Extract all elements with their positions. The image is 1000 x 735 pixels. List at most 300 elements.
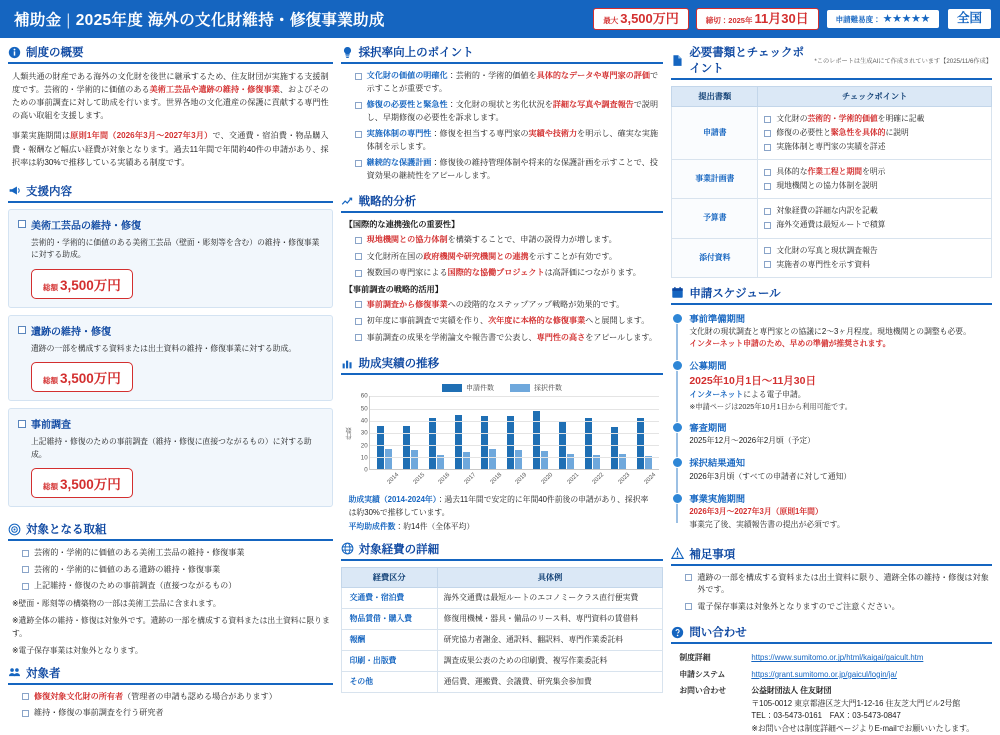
point-2-a: ：文化財の現状と劣化状況を <box>447 100 553 110</box>
strategy-1-1-highlight: 現地機関との協力体制 <box>366 235 448 245</box>
badge-deadline <box>696 8 819 30</box>
x-tick-2014: 2014 <box>386 472 401 487</box>
check-list <box>764 113 985 153</box>
badge-region-value: 全国 <box>956 11 982 26</box>
checkbox-icon <box>22 710 29 717</box>
section-chart-title: 助成実績の推移 <box>358 358 440 371</box>
list-item <box>355 157 664 182</box>
point-1 <box>367 70 664 95</box>
section-strategy <box>341 193 664 348</box>
list-item <box>355 332 664 345</box>
chart-caption-2-rest: ：約14件（全体平均） <box>395 522 475 532</box>
checkbox-icon <box>764 222 771 229</box>
list-item <box>355 267 664 280</box>
checkbox-icon <box>685 603 692 610</box>
document-key-4: 添付資料 <box>672 238 758 277</box>
timeline-item-2-method-rest: による電子申請。 <box>743 389 806 399</box>
contact-org-note: ※お問い合せは制度詳細ページよりE-mailでお願いいたします。 <box>751 723 975 733</box>
gridline <box>370 433 660 434</box>
bar-申請件数-2022 <box>585 418 592 469</box>
chart-ylabel: 件数 <box>345 427 353 440</box>
support-card-2-amount-value: 3,500万円 <box>60 371 121 387</box>
badge-difficulty-label: 申請難易度： <box>835 14 881 24</box>
expense-val-3: 研究協力者謝金、通訳料、翻訳料、専門作業委託料 <box>437 630 663 651</box>
table-row <box>341 608 663 629</box>
doc-4-1: 文化財の写真と現状調査報告 <box>776 245 878 255</box>
check-list <box>764 245 985 271</box>
column-left <box>8 44 333 718</box>
doc-4-2: 実施者の専門性を示す資料 <box>776 259 870 269</box>
page-title: 補助金 | 2025年度 海外の文化財維持・修復事業助成 <box>14 12 385 29</box>
calendar-icon <box>671 286 684 299</box>
checkbox-icon <box>355 131 362 138</box>
section-schedule-title: 申請スケジュール <box>689 287 781 300</box>
doc-1-1-hl: 芸術的・学術的価値 <box>807 114 878 123</box>
checkbox-icon <box>764 208 771 215</box>
doc-1-1-pre: 文化財の <box>776 114 808 123</box>
section-expenses-header <box>341 541 664 561</box>
checkbox-icon <box>22 566 29 573</box>
header-badges <box>593 8 992 30</box>
section-supplement-title: 補足事項 <box>689 548 736 561</box>
support-card-2-title-row <box>18 323 323 338</box>
contact-org-block <box>751 685 988 735</box>
section-schedule <box>671 285 992 539</box>
point-3 <box>367 128 664 153</box>
y-tick-0: 0 <box>364 466 368 474</box>
document-key-1: 申請書 <box>672 107 758 160</box>
ai-generation-note: *このレポートは生成AIにて作成されています【2025/11/6作成】 <box>814 57 992 65</box>
bar-申請件数-2024 <box>637 418 644 469</box>
support-card-1-amount-label: 総額 <box>43 282 58 292</box>
contact-link-program[interactable]: https://www.sumitomo.or.jp/html/kaigai/gaicult.htm <box>751 653 924 663</box>
doc-1-3: 実施体制と専門家の実績を詳述 <box>776 142 886 152</box>
strategy-1-3-pre: 複数国の専門家による <box>366 268 448 278</box>
page-header <box>0 0 1000 38</box>
gridline <box>370 457 660 458</box>
list-item <box>355 234 664 247</box>
gridline <box>370 396 660 397</box>
list-item <box>685 572 992 597</box>
bar-申請件数-2017 <box>455 415 462 470</box>
list-item <box>355 99 664 124</box>
eligible-list <box>8 691 333 720</box>
checkbox-icon <box>764 116 771 123</box>
x-tick-2021: 2021 <box>566 472 581 487</box>
check-list <box>764 166 985 192</box>
support-card-3-amount-value: 3,500万円 <box>60 477 121 493</box>
timeline-item-5 <box>689 491 992 531</box>
checkbox-icon <box>764 261 771 268</box>
badge-region <box>947 8 992 30</box>
target-project-2: 芸術的・学術的に価値のある遺跡の維持・修復事業 <box>34 564 221 574</box>
strategy-group-1-list <box>341 234 664 280</box>
grant-history-chart <box>341 381 664 533</box>
column-middle <box>341 44 664 702</box>
expenses-col-category: 経費区分 <box>341 567 437 587</box>
list-item <box>764 219 985 231</box>
section-documents-title: 必要書類とチェックポイント <box>689 47 804 75</box>
x-tick-2016: 2016 <box>437 472 452 487</box>
timeline-item-1 <box>689 311 992 351</box>
chart-legend <box>345 383 660 393</box>
strategy-2-2-pre: 初年度に事前調査で実績を作り、 <box>366 316 489 326</box>
document-checks-1 <box>758 107 992 160</box>
strategy-2-3 <box>367 332 664 345</box>
legend-swatch-approvals <box>510 384 530 392</box>
target-projects-list <box>8 547 333 593</box>
target-projects-note-2: ※遺跡全体の維持・修復は対象外です。遺跡の一部を構成する資料または出土資料に限ります。 <box>12 616 330 638</box>
expense-key-3: 報酬 <box>341 630 437 651</box>
header-main-title: 2025年度 海外の文化財維持・修復事業助成 <box>75 12 385 29</box>
timeline-item-1-red: インターネット申請のため、早めの準備が推奨されます。 <box>689 339 891 349</box>
section-target-projects <box>8 521 333 657</box>
support-card-3-title-row <box>18 416 323 431</box>
column-right <box>671 44 992 733</box>
schedule-timeline <box>671 311 992 531</box>
doc-2-1-pre: 具体的な <box>776 167 808 177</box>
timeline-item-2-period: 2025年10月1日〜11月30日 <box>689 374 816 387</box>
lightbulb-icon <box>341 46 354 59</box>
table-row <box>341 651 663 672</box>
expense-key-5: その他 <box>341 672 437 693</box>
list-item <box>22 580 333 593</box>
timeline-item-3-title: 審査期間 <box>689 422 727 433</box>
x-tick-2018: 2018 <box>489 472 503 487</box>
overview-p1-highlight: 美術工芸品や遺跡の維持・修復事業 <box>149 85 280 95</box>
chart-caption-2-lead: 平均助成件数 <box>348 522 396 532</box>
x-tick-2023: 2023 <box>617 472 632 487</box>
list-item <box>764 180 985 192</box>
section-eligible-title: 対象者 <box>26 667 61 680</box>
timeline-item-3 <box>689 420 992 448</box>
target-projects-note-1: ※壁面・彫刻等の構築物の一部は美術工芸品に含まれます。 <box>12 598 221 608</box>
overview-p1-a: 人類共通の財産である海外の文化財を後世に継承するため、住友財団が実施する支援制度です。芸術的・学術的に価値のある <box>12 72 329 95</box>
badge-difficulty-stars: ★★★★★ <box>882 12 930 25</box>
expense-key-2: 物品賃借・購入費 <box>341 608 437 629</box>
x-tick-2015: 2015 <box>412 472 426 487</box>
eligible-item-1 <box>34 691 333 704</box>
target-project-1: 芸術的・学術的に価値のある美術工芸品の維持・修復事業 <box>34 548 245 558</box>
chart-line-icon <box>341 195 354 208</box>
section-points <box>341 44 664 186</box>
checkbox-icon <box>764 247 771 254</box>
timeline-item-2-title: 公募期間 <box>689 361 727 372</box>
support-card-2-amount-label: 総額 <box>43 376 58 386</box>
legend-label-applications: 申請件数 <box>465 385 494 393</box>
support-card-2-desc: 遺跡の一部を構成する資料または出土資料の維持・修復事業に対する助成。 <box>31 343 297 353</box>
bar-申請件数-2018 <box>481 416 488 470</box>
support-card-1-amount-value: 3,500万円 <box>60 277 121 293</box>
section-contact-title: 問い合わせ <box>689 627 747 640</box>
document-key-2: 事業計画書 <box>672 160 758 199</box>
list-item <box>355 299 664 312</box>
list-item <box>355 315 664 328</box>
supplement-list <box>671 572 992 614</box>
document-icon <box>671 54 684 67</box>
strategy-1-1 <box>367 234 664 247</box>
support-card-2-title: 遺跡の維持・修復 <box>31 326 111 338</box>
y-tick-60: 60 <box>360 392 368 400</box>
table-header-row <box>672 87 992 107</box>
chart-plot <box>345 392 660 474</box>
contact-link-system[interactable]: https://grant.sumitomo.or.jp/gaicul/login/ja/ <box>751 669 897 679</box>
support-card-2-amount <box>31 362 133 392</box>
checkbox-icon <box>355 102 362 109</box>
expense-val-4: 調査成果公表のための印刷費、複写作業委託料 <box>437 651 663 672</box>
globe-icon <box>341 542 354 555</box>
badge-difficulty <box>826 9 940 29</box>
strategy-2-3-highlight: 専門性の高さ <box>536 332 586 342</box>
strategy-1-3-highlight: 国際的な協働プロジェクト <box>447 268 545 278</box>
expense-val-1: 海外交通費は最短ルートのエコノミークラス直行便実費 <box>437 587 663 608</box>
eligible-item-1-rest: （管理者の申請も認める場合があります） <box>123 691 277 701</box>
support-card-1-title-row <box>18 217 323 232</box>
legend-item-applications <box>442 383 494 393</box>
timeline-item-2-method <box>689 389 992 401</box>
checkbox-icon <box>355 318 362 325</box>
body-columns <box>0 38 1000 733</box>
section-support <box>8 183 333 514</box>
overview-p2-b: で、交通費・宿泊費・物品購入費・報酬など幅広い経費が対象となります。過去11年間で年間約40件の申請があり、採択率は約30%で推移している実績ある制度です。 <box>12 131 329 167</box>
checkbox-icon <box>18 326 26 334</box>
point-2-highlight: 詳細な写真や調査報告 <box>552 100 634 110</box>
list-item <box>22 691 333 704</box>
legend-label-approvals: 採択件数 <box>533 385 562 393</box>
strategy-1-2-pre: 文化財所在国の <box>366 251 424 261</box>
gridline <box>370 445 660 446</box>
table-row <box>341 630 663 651</box>
bar-申請件数-2019 <box>507 416 514 470</box>
strategy-1-3-rest: は高評価につながります。 <box>544 268 641 278</box>
support-card-2 <box>8 315 333 401</box>
checkbox-icon <box>685 574 692 581</box>
checkbox-icon <box>355 301 362 308</box>
section-expenses-title: 対象経費の詳細 <box>358 543 440 556</box>
timeline-item-2-method-lead: インターネット <box>689 389 744 399</box>
overview-p2-highlight: 原則1年間（2026年3月〜2027年3月） <box>70 131 213 141</box>
y-tick-20: 20 <box>360 442 368 450</box>
list-item <box>355 70 664 95</box>
chart-x-axis <box>373 470 660 492</box>
legend-swatch-applications <box>442 384 462 392</box>
list-item <box>764 259 985 271</box>
point-1-a: ：芸術的・学術的価値を <box>447 71 537 80</box>
section-overview <box>8 44 333 176</box>
checkbox-icon <box>355 270 362 277</box>
checkbox-icon <box>22 583 29 590</box>
section-chart-header <box>341 355 664 375</box>
strategy-2-2-rest: へと展開します。 <box>585 316 650 326</box>
doc-2-1-hl: 作業工程と期間 <box>807 167 863 177</box>
table-row <box>672 199 992 238</box>
checkbox-icon <box>355 160 362 167</box>
section-overview-header <box>8 44 333 64</box>
table-row <box>672 160 992 199</box>
expense-key-1: 交通費・宿泊費 <box>341 587 437 608</box>
target-icon <box>8 523 21 536</box>
section-strategy-title: 戦略的分析 <box>358 196 417 209</box>
support-card-1-desc: 芸術的・学術的に価値のある美術工芸品（壁面・彫刻等を含む）の維持・修復事業に対する助成。 <box>31 237 320 260</box>
x-tick-2017: 2017 <box>463 472 478 487</box>
supplement-item-2: 電子保存事業は対象外となりますのでご注意ください。 <box>697 601 900 611</box>
timeline-item-5-line: 事業完了後、実績報告書の提出が必須です。 <box>689 519 845 529</box>
section-overview-title: 制度の概要 <box>26 47 84 59</box>
contact-org-name: 公益財団法人 住友財団 <box>751 686 832 696</box>
contact-key-org: お問い合わせ <box>679 686 727 696</box>
section-points-title: 採択率向上のポイント <box>358 47 474 59</box>
support-card-3 <box>8 408 333 507</box>
timeline-item-4-line: 2026年3月頃（すべての申請者に対して通知） <box>689 471 852 481</box>
expenses-table <box>341 567 664 693</box>
point-2 <box>367 99 664 124</box>
chart-caption-1 <box>345 494 660 519</box>
bar-chart-icon <box>341 357 354 370</box>
list-item <box>764 205 985 217</box>
section-documents <box>671 44 992 278</box>
point-3-a: ：修復を担当する専門家の <box>431 129 529 139</box>
section-contact <box>671 624 992 735</box>
section-schedule-header <box>671 285 992 305</box>
doc-2-2: 現地機関との協力体制を説明 <box>776 181 878 191</box>
point-1-b: で示すことが重要です。 <box>366 71 659 93</box>
timeline-item-4 <box>689 455 992 483</box>
strategy-1-1-rest: を構築することで、申請の説得力が増します。 <box>447 235 617 245</box>
list-item <box>355 251 664 264</box>
checkbox-icon <box>18 220 26 228</box>
header-category: 補助金 <box>14 12 62 29</box>
section-documents-header <box>671 44 992 80</box>
strategy-1-2-rest: を示すことが有効です。 <box>528 251 617 261</box>
documents-col-check: チェックポイント <box>758 87 992 107</box>
y-tick-40: 40 <box>360 417 368 425</box>
question-icon <box>671 626 684 639</box>
bar-採択件数-2014 <box>385 449 392 470</box>
bar-採択件数-2023 <box>619 454 626 470</box>
check-list <box>764 205 985 231</box>
table-row <box>341 672 663 693</box>
point-4-lead: 継続的な保護計画 <box>366 158 432 168</box>
point-4 <box>367 157 664 182</box>
gridline <box>370 421 660 422</box>
doc-1-2-hl: 緊急性を具体的 <box>830 128 886 138</box>
badge-max-amount-value: 3,500万円 <box>620 10 679 26</box>
strategy-group-1-title: 【国際的な連携強化の重要性】 <box>344 220 460 230</box>
contact-row-system <box>679 669 988 681</box>
bar-採択件数-2018 <box>489 449 496 470</box>
x-tick-2024: 2024 <box>643 472 658 487</box>
x-tick-2022: 2022 <box>592 472 606 487</box>
point-4-a: ：修復後の維持管理体制や将来的な保護計画を示すことで、投資効果の継続性をアピールします。 <box>366 158 658 180</box>
documents-table <box>671 86 992 278</box>
timeline-item-1-line: 文化財の現状調査と専門家との協議に2〜3ヶ月程度。現地機関との調整も必要。 <box>689 327 971 337</box>
support-card-3-amount <box>31 468 133 498</box>
timeline-item-2 <box>689 358 992 411</box>
chart-caption-1-lead: 助成実績（2014-2024年） <box>348 495 437 505</box>
section-support-header <box>8 183 333 203</box>
checkbox-icon <box>764 169 771 176</box>
point-1-lead: 文化財の価値の明確化 <box>366 71 448 80</box>
x-tick-2019: 2019 <box>514 472 529 487</box>
timeline-item-5-red: 2026年3月〜2027年3月（原則1年間） <box>689 507 823 517</box>
list-item <box>22 707 333 720</box>
checkbox-icon <box>355 334 362 341</box>
doc-2-1-post: を明示 <box>862 167 886 177</box>
strategy-2-3-pre: 事前調査の成果を学術論文や報告書で公表し、 <box>366 332 537 342</box>
strategy-group-2-title: 【事前調査の戦略的活用】 <box>344 284 443 294</box>
contact-key-program: 制度詳細 <box>679 653 711 663</box>
strategy-2-2-highlight: 次年度に本格的な修復事業 <box>488 316 586 326</box>
list-item <box>764 166 985 178</box>
chart-caption-1-rest: ：過去11年間で安定的に年間40件前後の申請があり、採択率は約30%で推移しています。 <box>348 495 649 517</box>
chart-caption-2 <box>345 521 660 533</box>
table-header-row <box>341 567 663 587</box>
expenses-col-example: 具体例 <box>437 567 663 587</box>
points-list <box>341 70 664 182</box>
gridline <box>370 409 660 410</box>
list-item <box>764 113 985 125</box>
list-item <box>355 128 664 153</box>
strategy-2-2 <box>367 315 664 328</box>
support-card-3-title: 事前調査 <box>31 420 71 432</box>
badge-max-amount <box>593 8 689 30</box>
warning-icon <box>671 547 684 560</box>
doc-1-1-post: を明確に記載 <box>877 114 925 123</box>
list-item <box>764 245 985 257</box>
y-tick-10: 10 <box>360 454 368 462</box>
strategy-group-2-list <box>341 299 664 345</box>
doc-1-2-pre: 修復の必要性と <box>776 128 831 138</box>
timeline-item-3-line: 2025年12月〜2026年2月頃（予定） <box>689 436 815 446</box>
list-item <box>764 127 985 139</box>
checkbox-icon <box>355 237 362 244</box>
checkbox-icon <box>22 693 29 700</box>
bar-採択件数-2017 <box>463 452 470 469</box>
table-row <box>341 587 663 608</box>
support-card-1 <box>8 209 333 308</box>
point-3-b: を明示し、確実な実施体制を示します。 <box>366 129 659 151</box>
section-expenses <box>341 541 664 693</box>
expense-key-4: 印刷・出版費 <box>341 651 437 672</box>
checkbox-icon <box>22 550 29 557</box>
checkbox-icon <box>18 420 26 428</box>
section-eligible-header <box>8 665 333 685</box>
support-card-1-title: 美術工芸品の維持・修復 <box>31 220 141 232</box>
people-icon <box>8 666 21 679</box>
expense-val-2: 修復用機械・器具・備品のリース料、専門資料の賃借料 <box>437 608 663 629</box>
strategy-2-1-highlight: 事前調査から修復事業 <box>366 299 448 309</box>
megaphone-icon <box>8 184 21 197</box>
supplement-item-1: 遺跡の一部を構成する資料または出土資料に限り、遺跡全体の維持・修復は対象外です。 <box>697 572 989 595</box>
strategy-1-2 <box>367 251 664 264</box>
timeline-item-1-title: 事前準備期間 <box>689 313 746 324</box>
bar-採択件数-2021 <box>567 454 574 470</box>
overview-paragraph-1 <box>8 70 333 122</box>
strategy-2-3-rest: をアピールします。 <box>585 332 657 342</box>
point-2-b: で説明し、早期修復の必要性を訴求します。 <box>366 100 659 122</box>
section-support-title: 支援内容 <box>26 185 72 198</box>
bar-申請件数-2016 <box>429 418 436 469</box>
chart-grid <box>369 396 660 470</box>
badge-deadline-value: 11月30日 <box>754 10 809 26</box>
contact-row-program <box>679 652 988 664</box>
section-chart <box>341 355 664 533</box>
section-strategy-header <box>341 193 664 213</box>
legend-item-approvals <box>510 383 562 393</box>
section-target-projects-header <box>8 521 333 541</box>
checkbox-icon <box>764 144 771 151</box>
support-card-3-desc: 上記維持・修復のための事前調査（維持・修復に直接つながるもの）に対する助成。 <box>31 437 312 459</box>
